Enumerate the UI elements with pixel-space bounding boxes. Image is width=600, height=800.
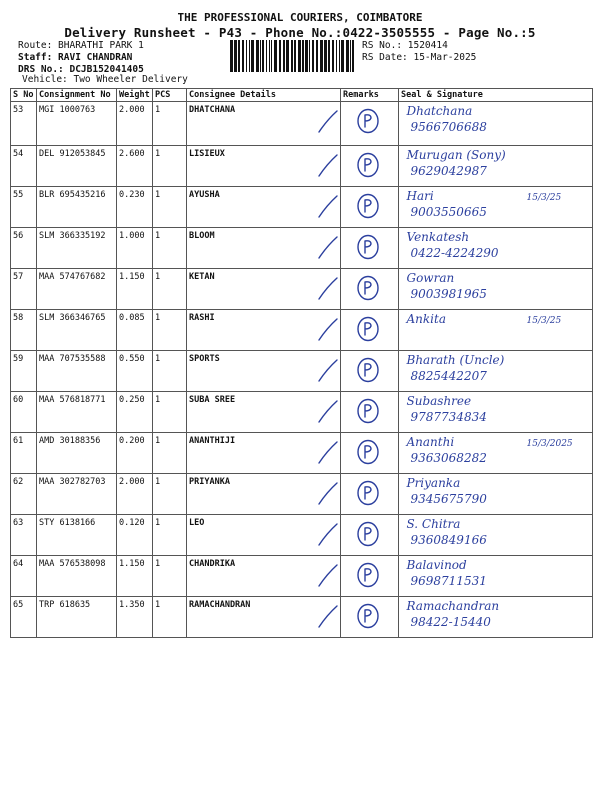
- signature-name: Gowran: [406, 270, 455, 285]
- signature-name: Subashree: [406, 393, 472, 408]
- sno-cell: 53: [11, 102, 37, 146]
- sno-cell: 55: [11, 187, 37, 228]
- weight-cell: 1.350: [117, 597, 153, 638]
- check-mark-icon: [315, 152, 341, 180]
- consignee-cell: DHATCHANA: [187, 102, 341, 146]
- circled-p-stamp-icon: [355, 561, 381, 589]
- consignee-cell: BLOOM: [187, 228, 341, 269]
- signature-name: Dhatchana: [406, 103, 473, 118]
- consignee-cell: LISIEUX: [187, 146, 341, 187]
- consignment-cell: TRP 618635: [37, 597, 117, 638]
- weight-cell: 0.250: [117, 392, 153, 433]
- signature-phone: 9566706688: [410, 119, 487, 134]
- signature-date: 15/3/25: [526, 192, 562, 203]
- barcode-icon: [230, 40, 355, 72]
- weight-cell: 0.200: [117, 433, 153, 474]
- check-mark-icon: [315, 108, 341, 136]
- rs-no-label: RS No.: 1520414: [362, 40, 448, 51]
- consignee-cell: CHANDRIKA: [187, 556, 341, 597]
- weight-cell: 1.000: [117, 228, 153, 269]
- consignee-cell: KETAN: [187, 269, 341, 310]
- consignee-cell: RAMACHANDRAN: [187, 597, 341, 638]
- consignee-cell: AYUSHA: [187, 187, 341, 228]
- pcs-cell: 1: [153, 597, 187, 638]
- signature-name: Hari: [406, 188, 434, 203]
- circled-p-stamp-icon: [355, 274, 381, 302]
- circled-p-stamp-icon: [355, 438, 381, 466]
- circled-p-stamp-icon: [355, 479, 381, 507]
- sno-cell: 58: [11, 310, 37, 351]
- check-mark-icon: [315, 439, 341, 467]
- sno-cell: 56: [11, 228, 37, 269]
- col-consignee-header: Consignee Details: [187, 89, 341, 102]
- signature-name: Bharath (Uncle): [406, 352, 505, 367]
- col-remarks-header: Remarks: [341, 89, 399, 102]
- consignment-cell: MAA 302782703: [37, 474, 117, 515]
- check-mark-icon: [315, 603, 341, 631]
- consignment-cell: MGI 1000763: [37, 102, 117, 146]
- signature-phone: 98422-15440: [410, 614, 491, 629]
- consignment-cell: MAA 707535588: [37, 351, 117, 392]
- check-mark-icon: [315, 193, 341, 221]
- signature-phone: 0422-4224290: [410, 245, 499, 260]
- pcs-cell: 1: [153, 228, 187, 269]
- company-title: THE PROFESSIONAL COURIERS, COIMBATORE: [177, 11, 423, 24]
- pcs-cell: 1: [153, 474, 187, 515]
- consignment-cell: DEL 912053845: [37, 146, 117, 187]
- sno-cell: 64: [11, 556, 37, 597]
- check-mark-icon: [315, 562, 341, 590]
- signature-phone: 9003550665: [410, 204, 487, 219]
- circled-p-stamp-icon: [355, 520, 381, 548]
- check-mark-icon: [315, 316, 341, 344]
- consignment-cell: MAA 576538098: [37, 556, 117, 597]
- signature-name: S. Chitra: [406, 516, 461, 531]
- sno-cell: 54: [11, 146, 37, 187]
- pcs-cell: 1: [153, 187, 187, 228]
- col-signature-header: Seal & Signature: [399, 89, 593, 102]
- consignee-cell: LEO: [187, 515, 341, 556]
- drs-label: DRS No.: DCJB152041405: [18, 64, 144, 75]
- signature-name: Murugan (Sony): [406, 147, 506, 162]
- check-mark-icon: [315, 398, 341, 426]
- table-row: [11, 556, 593, 597]
- weight-cell: 0.230: [117, 187, 153, 228]
- circled-p-stamp-icon: [355, 151, 381, 179]
- weight-cell: 0.550: [117, 351, 153, 392]
- vehicle-label: Vehicle: Two Wheeler Delivery: [22, 74, 188, 85]
- table-header-row: [11, 89, 593, 102]
- weight-cell: 1.150: [117, 269, 153, 310]
- pcs-cell: 1: [153, 269, 187, 310]
- check-mark-icon: [315, 480, 341, 508]
- table-row: [11, 102, 593, 146]
- signature-phone: 9629042987: [410, 163, 487, 178]
- consignment-cell: SLM 366346765: [37, 310, 117, 351]
- signature-phone: 9345675790: [410, 491, 487, 506]
- consignment-cell: STY 6138166: [37, 515, 117, 556]
- consignment-cell: MAA 574767682: [37, 269, 117, 310]
- consignment-cell: AMD 30188356: [37, 433, 117, 474]
- consignment-cell: BLR 695435216: [37, 187, 117, 228]
- signature-date: 15/3/2025: [526, 438, 573, 449]
- sno-cell: 61: [11, 433, 37, 474]
- circled-p-stamp-icon: [355, 107, 381, 135]
- sno-cell: 63: [11, 515, 37, 556]
- check-mark-icon: [315, 357, 341, 385]
- consignment-cell: SLM 366335192: [37, 228, 117, 269]
- signature-phone: 9003981965: [410, 286, 487, 301]
- signature-phone: 9363068282: [410, 450, 487, 465]
- check-mark-icon: [315, 234, 341, 262]
- signature-name: Ramachandran: [406, 598, 500, 613]
- col-consignment-header: Consignment No: [37, 89, 117, 102]
- pcs-cell: 1: [153, 146, 187, 187]
- rs-date-label: RS Date: 15-Mar-2025: [362, 52, 477, 63]
- pcs-cell: 1: [153, 392, 187, 433]
- runsheet-table: [10, 88, 593, 638]
- pcs-cell: 1: [153, 310, 187, 351]
- sno-cell: 62: [11, 474, 37, 515]
- weight-cell: 1.150: [117, 556, 153, 597]
- circled-p-stamp-icon: [355, 356, 381, 384]
- weight-cell: 2.600: [117, 146, 153, 187]
- signature-phone: 9787734834: [410, 409, 487, 424]
- sno-cell: 57: [11, 269, 37, 310]
- signature-name: Balavinod: [406, 557, 467, 572]
- consignment-cell: MAA 576818771: [37, 392, 117, 433]
- signature-phone: 9360849166: [410, 532, 487, 547]
- check-mark-icon: [315, 275, 341, 303]
- table-row: [11, 228, 593, 269]
- staff-label: Staff: RAVI CHANDRAN: [18, 52, 133, 63]
- pcs-cell: 1: [153, 433, 187, 474]
- circled-p-stamp-icon: [355, 397, 381, 425]
- route-label: Route: BHARATHI PARK 1: [18, 40, 144, 51]
- circled-p-stamp-icon: [355, 233, 381, 261]
- table-row: [11, 351, 593, 392]
- circled-p-stamp-icon: [355, 192, 381, 220]
- table-row: [11, 310, 593, 351]
- col-weight-header: Weight: [117, 89, 153, 102]
- col-pcs-header: PCS: [153, 89, 187, 102]
- table-row: [11, 433, 593, 474]
- weight-cell: 0.120: [117, 515, 153, 556]
- signature-phone: 8825442207: [410, 368, 487, 383]
- table-row: [11, 515, 593, 556]
- weight-cell: 2.000: [117, 102, 153, 146]
- table-row: [11, 392, 593, 433]
- circled-p-stamp-icon: [355, 315, 381, 343]
- pcs-cell: 1: [153, 556, 187, 597]
- signature-phone: 9698711531: [410, 573, 487, 588]
- check-mark-icon: [315, 521, 341, 549]
- table-row: [11, 269, 593, 310]
- weight-cell: 0.085: [117, 310, 153, 351]
- pcs-cell: 1: [153, 515, 187, 556]
- consignee-cell: SPORTS: [187, 351, 341, 392]
- signature-name: Priyanka: [406, 475, 461, 490]
- col-sno-header: S No: [11, 89, 37, 102]
- weight-cell: 2.000: [117, 474, 153, 515]
- table-row: [11, 187, 593, 228]
- consignee-cell: RASHI: [187, 310, 341, 351]
- sno-cell: 59: [11, 351, 37, 392]
- pcs-cell: 1: [153, 102, 187, 146]
- consignee-cell: ANANTHIJI: [187, 433, 341, 474]
- table-row: [11, 597, 593, 638]
- signature-name: Ankita: [406, 311, 446, 326]
- consignee-cell: PRIYANKA: [187, 474, 341, 515]
- signature-date: 15/3/25: [526, 315, 562, 326]
- signature-name: Venkatesh: [406, 229, 470, 244]
- signature-name: Ananthi: [406, 434, 455, 449]
- table-row: [11, 474, 593, 515]
- sno-cell: 65: [11, 597, 37, 638]
- sno-cell: 60: [11, 392, 37, 433]
- runsheet-title: Delivery Runsheet - P43 - Phone No.:0422-3505555 - Page No.:5: [64, 25, 536, 40]
- consignee-cell: SUBA SREE: [187, 392, 341, 433]
- circled-p-stamp-icon: [355, 602, 381, 630]
- pcs-cell: 1: [153, 351, 187, 392]
